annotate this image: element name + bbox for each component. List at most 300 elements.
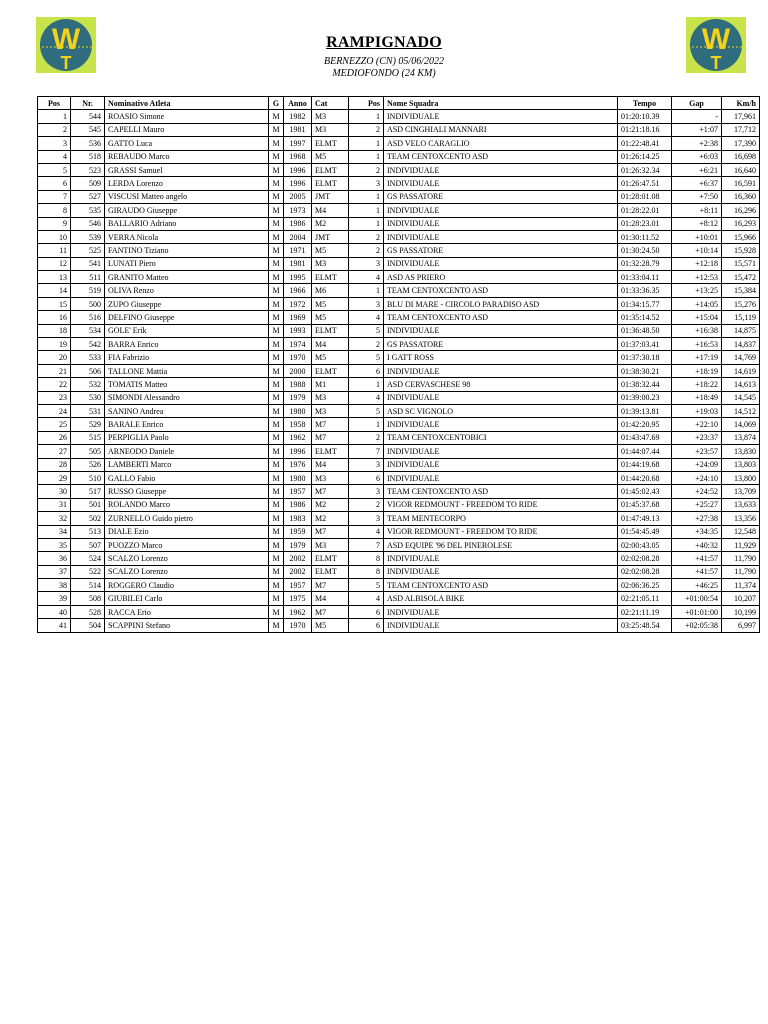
row-athlete-name: GALLO Fabio	[105, 471, 269, 484]
row-time: 02:02:08.28	[618, 552, 672, 565]
row-gap: +16:38	[672, 324, 722, 337]
row-gap: +8:11	[672, 204, 722, 217]
row-bib-number: 546	[71, 217, 105, 230]
row-gender: M	[269, 123, 284, 136]
row-birth-year: 1997	[284, 137, 312, 150]
row-position: 15	[38, 297, 71, 310]
row-category: ELMT	[312, 445, 349, 458]
row-gender: M	[269, 418, 284, 431]
row-gap: +22:10	[672, 418, 722, 431]
row-category: M7	[312, 418, 349, 431]
row-gender: M	[269, 579, 284, 592]
row-athlete-name: DELFINO Giuseppe	[105, 311, 269, 324]
row-birth-year: 1986	[284, 498, 312, 511]
row-category-position: 4	[349, 525, 384, 538]
row-bib-number: 511	[71, 271, 105, 284]
row-bib-number: 544	[71, 110, 105, 123]
row-team-name: INDIVIDUALE	[384, 230, 618, 243]
row-athlete-name: RACCA Erio	[105, 605, 269, 618]
row-time: 01:47:49.13	[618, 512, 672, 525]
row-birth-year: 1957	[284, 579, 312, 592]
row-athlete-name: DIALE Ezio	[105, 525, 269, 538]
row-birth-year: 1981	[284, 257, 312, 270]
row-category: JMT	[312, 230, 349, 243]
row-gender: M	[269, 230, 284, 243]
row-gap: +18:19	[672, 364, 722, 377]
row-birth-year: 1996	[284, 445, 312, 458]
row-category: M4	[312, 204, 349, 217]
row-athlete-name: ZURNELLO Guido pietro	[105, 512, 269, 525]
row-category-position: 7	[349, 445, 384, 458]
row-category: ELMT	[312, 552, 349, 565]
row-speed: 13,633	[722, 498, 760, 511]
row-team-name: I GATT ROSS	[384, 351, 618, 364]
row-position: 10	[38, 230, 71, 243]
row-birth-year: 1979	[284, 538, 312, 551]
event-location-date: BERNEZZO (CN) 05/06/2022	[323, 56, 444, 67]
row-gap: +23:37	[672, 431, 722, 444]
row-gender: M	[269, 538, 284, 551]
row-gap: +25:27	[672, 498, 722, 511]
row-bib-number: 501	[71, 498, 105, 511]
table-row	[38, 605, 760, 618]
row-gap: +24:09	[672, 458, 722, 471]
row-time: 01:45:37.68	[618, 498, 672, 511]
row-birth-year: 1959	[284, 525, 312, 538]
row-athlete-name: BARALE Enrico	[105, 418, 269, 431]
row-speed: 14,837	[722, 338, 760, 351]
row-birth-year: 1988	[284, 378, 312, 391]
row-birth-year: 1969	[284, 311, 312, 324]
row-birth-year: 1957	[284, 485, 312, 498]
row-gender: M	[269, 391, 284, 404]
row-gender: M	[269, 204, 284, 217]
row-team-name: TEAM CENTOXCENTOBICI	[384, 431, 618, 444]
row-speed: 16,293	[722, 217, 760, 230]
row-position: 8	[38, 204, 71, 217]
row-speed: 17,961	[722, 110, 760, 123]
row-category-position: 2	[349, 163, 384, 176]
row-position: 35	[38, 538, 71, 551]
row-athlete-name: TOMATIS Matteo	[105, 378, 269, 391]
row-position: 29	[38, 471, 71, 484]
table-row	[38, 257, 760, 270]
row-category: M3	[312, 404, 349, 417]
row-team-name: INDIVIDUALE	[384, 177, 618, 190]
row-bib-number: 531	[71, 404, 105, 417]
row-birth-year: 1996	[284, 163, 312, 176]
row-category: M3	[312, 538, 349, 551]
table-row	[38, 498, 760, 511]
results-body	[38, 110, 760, 632]
row-bib-number: 502	[71, 512, 105, 525]
row-gap: +27:38	[672, 512, 722, 525]
row-speed: 11,374	[722, 579, 760, 592]
row-gender: M	[269, 471, 284, 484]
row-position: 18	[38, 324, 71, 337]
row-team-name: ASD ALBISOLA BIKE	[384, 592, 618, 605]
row-team-name: INDIVIDUALE	[384, 458, 618, 471]
row-team-name: ASD CERVASCHESE 98	[384, 378, 618, 391]
row-gender: M	[269, 217, 284, 230]
table-row	[38, 137, 760, 150]
table-row	[38, 204, 760, 217]
row-position: 31	[38, 498, 71, 511]
table-row	[38, 297, 760, 310]
row-category-position: 1	[349, 217, 384, 230]
row-category: M2	[312, 498, 349, 511]
row-bib-number: 533	[71, 351, 105, 364]
row-category: M7	[312, 431, 349, 444]
table-row	[38, 244, 760, 257]
row-gap: +13:25	[672, 284, 722, 297]
row-team-name: INDIVIDUALE	[384, 217, 618, 230]
row-speed: 16,360	[722, 190, 760, 203]
row-team-name: TEAM MENTECORPO	[384, 512, 618, 525]
row-gap: +14:05	[672, 297, 722, 310]
row-category-position: 2	[349, 123, 384, 136]
row-athlete-name: PUOZZO Marco	[105, 538, 269, 551]
row-birth-year: 1970	[284, 619, 312, 632]
row-birth-year: 1970	[284, 351, 312, 364]
row-bib-number: 539	[71, 230, 105, 243]
row-athlete-name: VERRA Nicola	[105, 230, 269, 243]
row-category-position: 3	[349, 458, 384, 471]
row-speed: 12,548	[722, 525, 760, 538]
svg-text:T: T	[60, 53, 72, 73]
table-row	[38, 579, 760, 592]
row-gender: M	[269, 163, 284, 176]
row-category-position: 3	[349, 297, 384, 310]
row-athlete-name: PERPIGLIA Paolo	[105, 431, 269, 444]
row-bib-number: 542	[71, 338, 105, 351]
row-gap: +12:18	[672, 257, 722, 270]
row-speed: 14,619	[722, 364, 760, 377]
row-category: M7	[312, 579, 349, 592]
svg-text:T: T	[710, 53, 722, 73]
row-gender: M	[269, 324, 284, 337]
row-team-name: INDIVIDUALE	[384, 364, 618, 377]
row-birth-year: 2000	[284, 364, 312, 377]
row-gender: M	[269, 297, 284, 310]
row-time: 01:33:36.35	[618, 284, 672, 297]
row-athlete-name: ROLANDO Marco	[105, 498, 269, 511]
row-category-position: 6	[349, 605, 384, 618]
col-header-time: Tempo	[618, 97, 672, 110]
row-gap: -	[672, 110, 722, 123]
row-athlete-name: SIMONDI Alessandro	[105, 391, 269, 404]
row-position: 34	[38, 525, 71, 538]
row-time: 01:21:18.16	[618, 123, 672, 136]
row-position: 27	[38, 445, 71, 458]
row-gap: +01:01:00	[672, 605, 722, 618]
row-category-position: 4	[349, 592, 384, 605]
row-category: M3	[312, 110, 349, 123]
row-bib-number: 513	[71, 525, 105, 538]
row-category: ELMT	[312, 271, 349, 284]
table-row	[38, 150, 760, 163]
row-category: M4	[312, 458, 349, 471]
row-time: 03:25:48.54	[618, 619, 672, 632]
row-category: ELMT	[312, 163, 349, 176]
row-gap: +41:57	[672, 552, 722, 565]
col-header-category-pos: Pos	[349, 97, 384, 110]
row-category: M7	[312, 605, 349, 618]
row-category: M4	[312, 338, 349, 351]
row-time: 01:20:10.39	[618, 110, 672, 123]
row-team-name: INDIVIDUALE	[384, 445, 618, 458]
row-category-position: 5	[349, 324, 384, 337]
row-time: 01:37:03.41	[618, 338, 672, 351]
row-position: 6	[38, 177, 71, 190]
row-speed: 14,875	[722, 324, 760, 337]
row-position: 39	[38, 592, 71, 605]
row-position: 40	[38, 605, 71, 618]
row-category: M1	[312, 378, 349, 391]
row-birth-year: 1966	[284, 284, 312, 297]
table-row	[38, 404, 760, 417]
row-bib-number: 526	[71, 458, 105, 471]
row-speed: 14,769	[722, 351, 760, 364]
table-row	[38, 418, 760, 431]
row-birth-year: 1981	[284, 123, 312, 136]
row-time: 02:21:05.11	[618, 592, 672, 605]
row-category-position: 7	[349, 538, 384, 551]
row-position: 37	[38, 565, 71, 578]
row-bib-number: 525	[71, 244, 105, 257]
row-position: 21	[38, 364, 71, 377]
row-gap: +01:00:54	[672, 592, 722, 605]
row-category-position: 1	[349, 137, 384, 150]
row-category-position: 3	[349, 177, 384, 190]
row-category: M6	[312, 284, 349, 297]
row-category: ELMT	[312, 324, 349, 337]
row-team-name: GS PASSATORE	[384, 244, 618, 257]
row-speed: 16,296	[722, 204, 760, 217]
row-bib-number: 541	[71, 257, 105, 270]
row-category: M4	[312, 592, 349, 605]
row-birth-year: 1973	[284, 204, 312, 217]
row-time: 01:26:32.34	[618, 163, 672, 176]
row-position: 25	[38, 418, 71, 431]
row-gender: M	[269, 284, 284, 297]
row-gender: M	[269, 137, 284, 150]
row-gap: +24:10	[672, 471, 722, 484]
row-gender: M	[269, 244, 284, 257]
row-category: M5	[312, 150, 349, 163]
row-category-position: 6	[349, 364, 384, 377]
table-row	[38, 552, 760, 565]
row-birth-year: 1980	[284, 404, 312, 417]
row-position: 7	[38, 190, 71, 203]
table-row	[38, 525, 760, 538]
row-birth-year: 1979	[284, 391, 312, 404]
row-speed: 15,966	[722, 230, 760, 243]
row-category: ELMT	[312, 177, 349, 190]
row-team-name: INDIVIDUALE	[384, 471, 618, 484]
row-team-name: INDIVIDUALE	[384, 552, 618, 565]
row-speed: 11,790	[722, 565, 760, 578]
row-gap: +6:03	[672, 150, 722, 163]
row-bib-number: 510	[71, 471, 105, 484]
row-athlete-name: SCALZO Lorenzo	[105, 552, 269, 565]
row-gender: M	[269, 498, 284, 511]
row-gap: +19:03	[672, 404, 722, 417]
row-position: 32	[38, 512, 71, 525]
row-birth-year: 2002	[284, 565, 312, 578]
row-gap: +15:04	[672, 311, 722, 324]
row-bib-number: 508	[71, 592, 105, 605]
row-gender: M	[269, 485, 284, 498]
row-birth-year: 2002	[284, 552, 312, 565]
row-athlete-name: SCALZO Lorenzo	[105, 565, 269, 578]
svg-text:W: W	[701, 23, 731, 56]
row-gender: M	[269, 150, 284, 163]
row-team-name: BLU DI MARE - CIRCOLO PARADISO ASD	[384, 297, 618, 310]
row-speed: 16,698	[722, 150, 760, 163]
row-speed: 14,613	[722, 378, 760, 391]
row-time: 01:38:32.44	[618, 378, 672, 391]
col-header-pos: Pos	[38, 97, 71, 110]
row-category: M5	[312, 619, 349, 632]
row-category: M7	[312, 525, 349, 538]
row-position: 3	[38, 137, 71, 150]
table-row	[38, 177, 760, 190]
row-gender: M	[269, 271, 284, 284]
page-title: RAMPIGNADO	[326, 34, 442, 51]
row-bib-number: 509	[71, 177, 105, 190]
row-birth-year: 2004	[284, 230, 312, 243]
row-gap: +41:57	[672, 565, 722, 578]
row-category-position: 5	[349, 404, 384, 417]
row-time: 01:54:45.49	[618, 525, 672, 538]
row-gap: +8:12	[672, 217, 722, 230]
row-gap: +1:07	[672, 123, 722, 136]
row-athlete-name: CAPELLI Mauro	[105, 123, 269, 136]
race-name: MEDIOFONDO (24 KM)	[332, 68, 436, 79]
row-athlete-name: GRANITO Matteo	[105, 271, 269, 284]
row-gap: +6:21	[672, 163, 722, 176]
row-speed: 14,545	[722, 391, 760, 404]
row-athlete-name: ROASIO Simone	[105, 110, 269, 123]
row-team-name: INDIVIDUALE	[384, 110, 618, 123]
row-bib-number: 523	[71, 163, 105, 176]
row-gender: M	[269, 619, 284, 632]
row-team-name: ASD EQUIPE '96 DEL PINEROLESE	[384, 538, 618, 551]
row-athlete-name: FIA Fabrizio	[105, 351, 269, 364]
row-birth-year: 1996	[284, 177, 312, 190]
row-time: 01:28:23.01	[618, 217, 672, 230]
table-row	[38, 391, 760, 404]
row-team-name: GS PASSATORE	[384, 338, 618, 351]
row-speed: 13,830	[722, 445, 760, 458]
row-athlete-name: GOLE' Erik	[105, 324, 269, 337]
row-bib-number: 545	[71, 123, 105, 136]
row-gap: +17:19	[672, 351, 722, 364]
row-speed: 6,997	[722, 619, 760, 632]
row-gap: +18:22	[672, 378, 722, 391]
row-gender: M	[269, 431, 284, 444]
row-position: 13	[38, 271, 71, 284]
row-position: 41	[38, 619, 71, 632]
row-category: M3	[312, 123, 349, 136]
row-speed: 13,800	[722, 471, 760, 484]
row-athlete-name: LERDA Lorenzo	[105, 177, 269, 190]
row-category-position: 1	[349, 190, 384, 203]
row-time: 01:35:14.52	[618, 311, 672, 324]
row-athlete-name: BARRA Enrico	[105, 338, 269, 351]
row-team-name: INDIVIDUALE	[384, 324, 618, 337]
table-row	[38, 338, 760, 351]
row-category-position: 1	[349, 378, 384, 391]
row-speed: 15,276	[722, 297, 760, 310]
row-gap: +7:50	[672, 190, 722, 203]
row-time: 01:44:07.44	[618, 445, 672, 458]
row-athlete-name: ZUPO Giuseppe	[105, 297, 269, 310]
row-category: M3	[312, 257, 349, 270]
row-bib-number: 534	[71, 324, 105, 337]
row-team-name: VIGOR REDMOUNT - FREEDOM TO RIDE	[384, 525, 618, 538]
row-category: M5	[312, 244, 349, 257]
row-position: 9	[38, 217, 71, 230]
row-category: M2	[312, 512, 349, 525]
row-team-name: ASD AS PRIERO	[384, 271, 618, 284]
row-category-position: 1	[349, 150, 384, 163]
row-birth-year: 1982	[284, 110, 312, 123]
row-gender: M	[269, 404, 284, 417]
row-gap: +23:57	[672, 445, 722, 458]
row-speed: 15,384	[722, 284, 760, 297]
col-header-year: Anno	[284, 97, 312, 110]
row-bib-number: 529	[71, 418, 105, 431]
table-row	[38, 271, 760, 284]
row-time: 01:43:47.69	[618, 431, 672, 444]
row-category-position: 4	[349, 311, 384, 324]
row-position: 2	[38, 123, 71, 136]
row-position: 36	[38, 552, 71, 565]
row-category-position: 4	[349, 271, 384, 284]
row-position: 14	[38, 284, 71, 297]
row-bib-number: 500	[71, 297, 105, 310]
row-athlete-name: OLIVA Renzo	[105, 284, 269, 297]
row-speed: 16,640	[722, 163, 760, 176]
row-category: M7	[312, 485, 349, 498]
row-bib-number: 518	[71, 150, 105, 163]
row-team-name: TEAM CENTOXCENTO ASD	[384, 579, 618, 592]
row-category-position: 2	[349, 244, 384, 257]
table-row	[38, 230, 760, 243]
row-position: 20	[38, 351, 71, 364]
row-gap: +2:38	[672, 137, 722, 150]
row-bib-number: 516	[71, 311, 105, 324]
row-speed: 15,571	[722, 257, 760, 270]
row-athlete-name: GIRAUDO Giuseppe	[105, 204, 269, 217]
row-gender: M	[269, 552, 284, 565]
row-category-position: 2	[349, 338, 384, 351]
row-category-position: 5	[349, 351, 384, 364]
table-row	[38, 445, 760, 458]
row-athlete-name: REBAUDO Marco	[105, 150, 269, 163]
row-birth-year: 1962	[284, 605, 312, 618]
row-bib-number: 527	[71, 190, 105, 203]
table-row	[38, 538, 760, 551]
row-category-position: 6	[349, 471, 384, 484]
row-athlete-name: ROGGERO Claudio	[105, 579, 269, 592]
row-team-name: TEAM CENTOXCENTO ASD	[384, 485, 618, 498]
row-position: 22	[38, 378, 71, 391]
col-header-gender: G	[269, 97, 284, 110]
row-gender: M	[269, 364, 284, 377]
